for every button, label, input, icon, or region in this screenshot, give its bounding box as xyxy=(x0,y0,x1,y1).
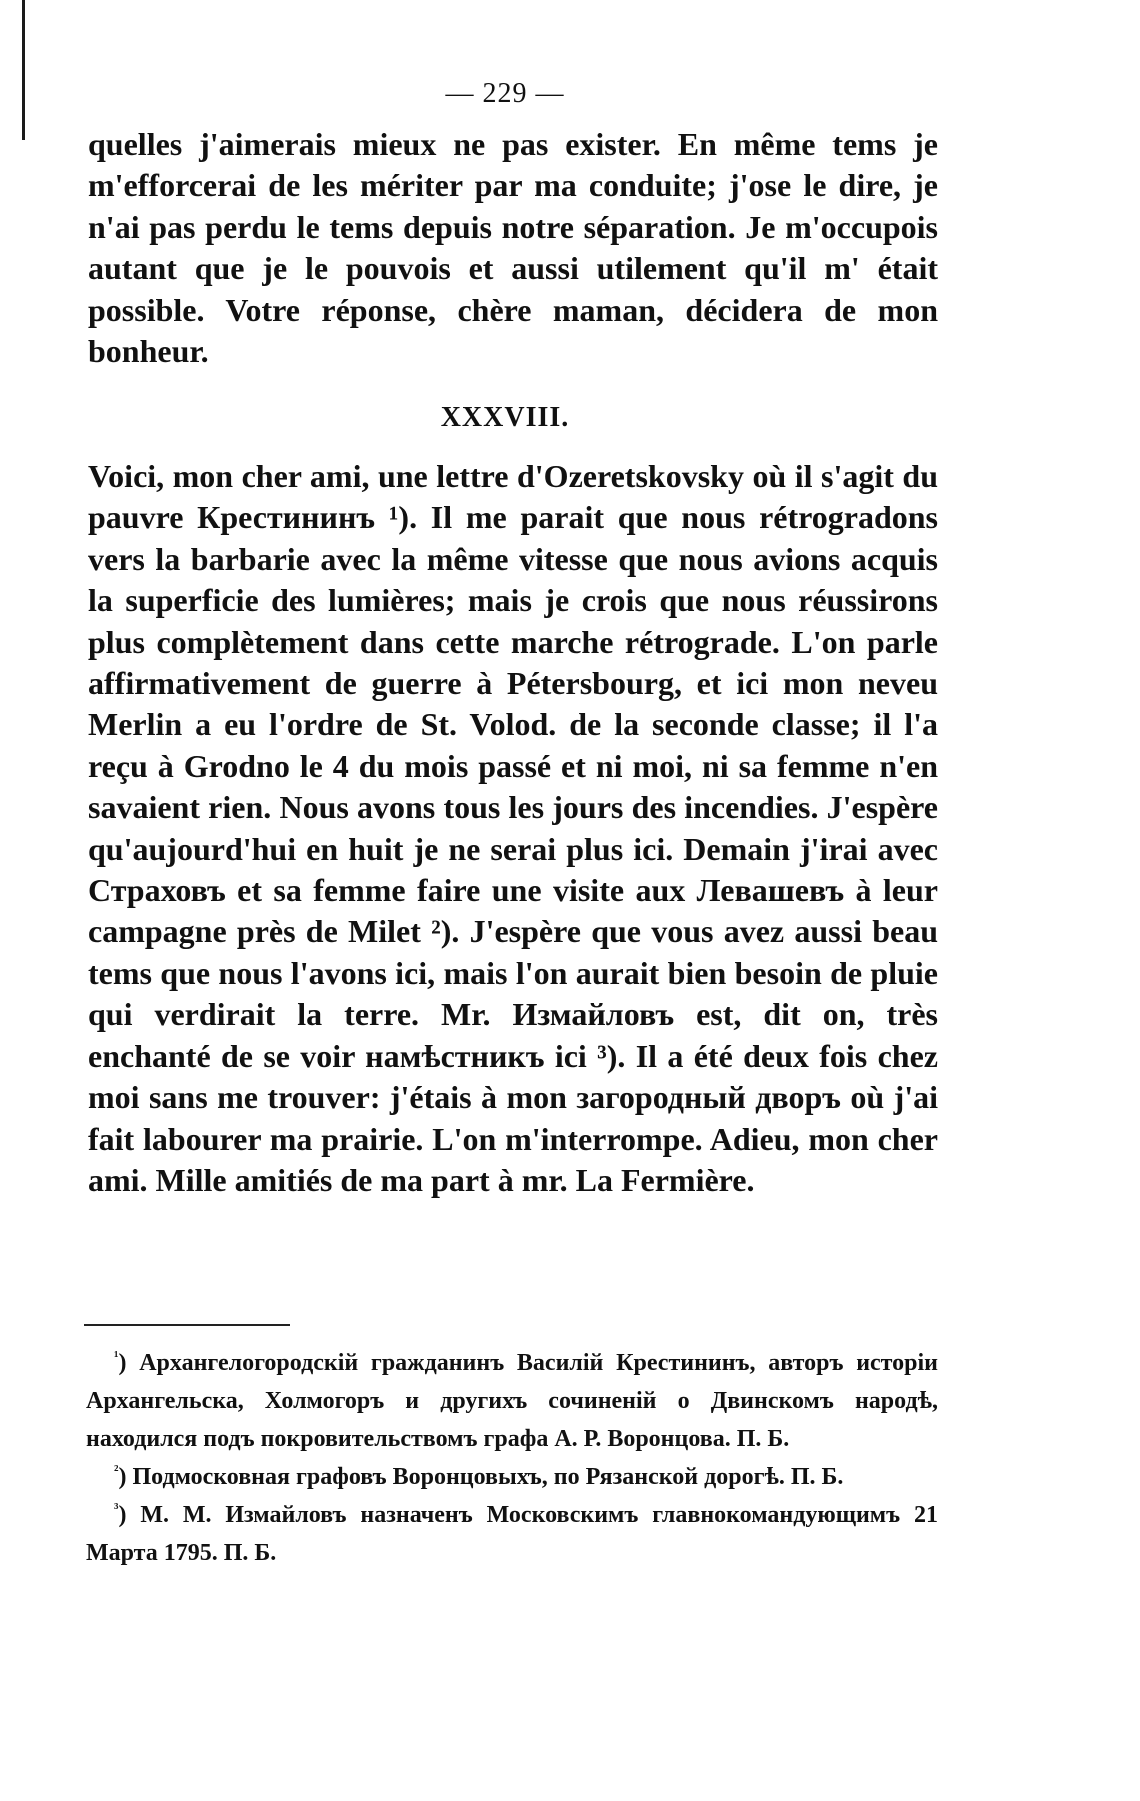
footnote-separator-rule xyxy=(84,1324,290,1326)
footnote-1 xyxy=(86,1344,938,1458)
footnote-3 xyxy=(86,1496,938,1572)
footnotes-section xyxy=(86,1344,938,1572)
footnote-1-mark: ¹ xyxy=(114,1349,119,1365)
section-heading: XXXVIII. xyxy=(440,402,570,433)
letter-paragraph-continued: quelles j'aimerais mieux ne pas exister. En même tems je m'efforcerai de les mériter par ma conduite; j'ose le dire, je n'ai pas perdu le tems depuis notre séparation. Je m'occupois autant que je le pouvois et aussi utilement qu'il m' était possible. Votre réponse, chère maman, décidera de mon bonheur. xyxy=(88,126,938,370)
letter-paragraph-main: Voici, mon cher ami, une lettre d'Ozeretskovsky où il s'agit du pauvre Крестининъ ¹). Il me parait que nous rétrogradons vers la barbarie avec la même vitesse que nous avions acquis la superficie des lumières; mais je crois que nous réussirons plus complètement dans cette marche rétrograde. L'on parle affirmativement de guerre à Pétersbourg, et ici mon neveu Merlin a eu l'ordre de St. Volod. de la seconde classe; il l'a reçu à Grodno le 4 du mois passé et ni moi, ni sa femme n'en savaient rien. Nous avons tous les jours des incendies. J'espère qu'aujourd'hui en huit je ne serai plus ici. Demain j'irai avec Страховъ et sa femme faire une visite aux Левашевъ à leur campagne près de Milet ²). J'espère que vous avez aussi beau tems que nous l'avons ici, mais l'on aurait bien besoin de pluie qui verdirait la terre. Mr. Измайловъ est, dit on, très enchanté de se voir намѣстникъ ici ³). Il a été deux fois chez moi sans me trouver: j'étais à mon загородный дворъ où j'ai fait labourer ma prairie. L'on m'interrompe. Adieu, mon cher ami. Mille amitiés de ma part à mr. La Fermière. xyxy=(88,458,938,1198)
binding-edge-line xyxy=(22,0,25,140)
page-number: — 229 — xyxy=(445,78,565,109)
footnote-3-mark: ³ xyxy=(114,1501,119,1517)
footnote-2-text: ) Подмосковная графовъ Воронцовыхъ, по Рязанской дорогѣ. П. Б. xyxy=(118,1464,844,1490)
footnote-1-text: ) Архангелогородскій гражданинъ Василій Крестининъ, авторъ исторіи Архангельска, Холмогоръ и другихъ сочиненій о Двинскомъ народѣ, находился подъ покровительствомъ графа А. Р. Воронцова. П. Б. xyxy=(86,1350,938,1452)
footnote-2 xyxy=(86,1458,938,1496)
footnote-2-mark: ² xyxy=(114,1463,119,1479)
footnote-3-text: ) М. М. Измайловъ назначенъ Московскимъ главнокомандующимъ 21 Марта 1795. П. Б. xyxy=(86,1502,938,1566)
